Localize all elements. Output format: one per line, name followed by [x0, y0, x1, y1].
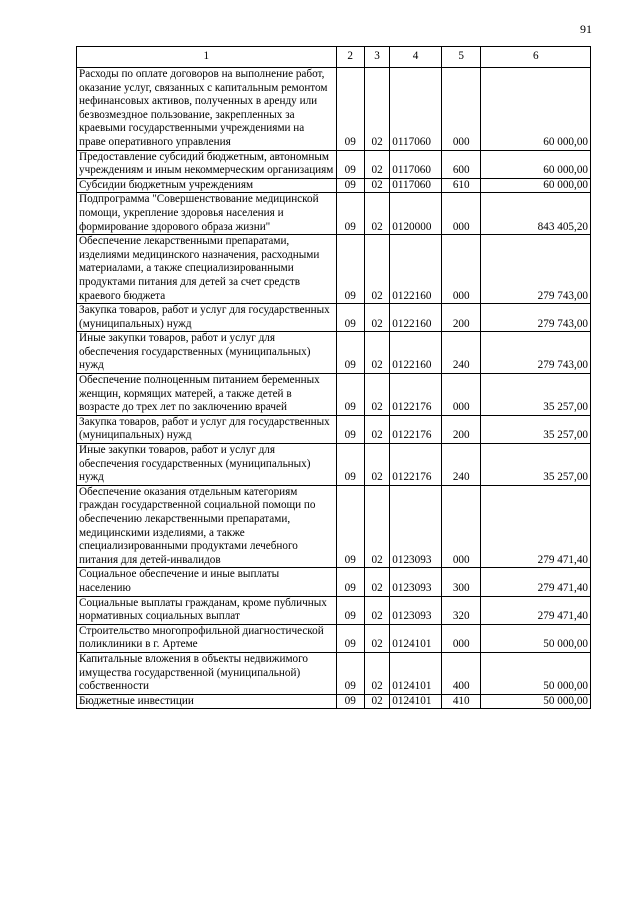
row-expense-type: 000 — [441, 485, 481, 568]
row-expense-type: 000 — [441, 374, 481, 416]
row-name: Обеспечение оказания отдельным категориям граждан государственной социальной помощи по обеспечению лекарственными препаратами, медицинскими изделиями, а также специализированными продуктами лечебного питания для детей-инвалидов — [77, 485, 337, 568]
row-name: Обеспечение лекарственными препаратами, изделиями медицинского назначения, расходными материалами, а также специализированными продуктами питания для детей за счет средств краевого бюджета — [77, 235, 337, 304]
row-subsection: 02 — [364, 150, 389, 178]
row-target-item: 0117060 — [390, 68, 442, 151]
budget-table — [76, 46, 591, 709]
row-amount: 279 471,40 — [481, 568, 591, 596]
row-name: Строительство многопрофильной диагностической поликлиники в г. Артеме — [77, 624, 337, 652]
row-expense-type: 300 — [441, 568, 481, 596]
row-target-item: 0122160 — [390, 332, 442, 374]
table-row — [77, 150, 591, 178]
row-target-item: 0122176 — [390, 415, 442, 443]
row-subsection: 02 — [364, 304, 389, 332]
row-target-item: 0120000 — [390, 193, 442, 235]
row-section: 09 — [336, 332, 364, 374]
row-target-item: 0123093 — [390, 568, 442, 596]
row-amount: 60 000,00 — [481, 178, 591, 193]
row-target-item: 0122160 — [390, 304, 442, 332]
row-name: Социальные выплаты гражданам, кроме публичных нормативных социальных выплат — [77, 596, 337, 624]
row-section: 09 — [336, 235, 364, 304]
row-target-item: 0117060 — [390, 150, 442, 178]
row-target-item: 0117060 — [390, 178, 442, 193]
row-expense-type: 200 — [441, 304, 481, 332]
row-section: 09 — [336, 415, 364, 443]
row-target-item: 0124101 — [390, 652, 442, 694]
row-amount: 50 000,00 — [481, 624, 591, 652]
row-subsection: 02 — [364, 68, 389, 151]
row-expense-type: 610 — [441, 178, 481, 193]
row-section: 09 — [336, 652, 364, 694]
row-name: Предоставление субсидий бюджетным, автономным учреждениям и иным некоммерческим организациям — [77, 150, 337, 178]
row-amount: 35 257,00 — [481, 444, 591, 486]
row-amount: 50 000,00 — [481, 694, 591, 709]
row-subsection: 02 — [364, 568, 389, 596]
row-target-item: 0124101 — [390, 694, 442, 709]
row-amount: 35 257,00 — [481, 374, 591, 416]
row-subsection: 02 — [364, 694, 389, 709]
row-subsection: 02 — [364, 444, 389, 486]
column-header-amount: 6 — [481, 47, 591, 68]
row-amount: 50 000,00 — [481, 652, 591, 694]
row-subsection: 02 — [364, 485, 389, 568]
row-section: 09 — [336, 374, 364, 416]
row-subsection: 02 — [364, 374, 389, 416]
row-section: 09 — [336, 485, 364, 568]
row-section: 09 — [336, 193, 364, 235]
row-amount: 60 000,00 — [481, 68, 591, 151]
row-name: Социальное обеспечение и иные выплаты населению — [77, 568, 337, 596]
row-amount: 35 257,00 — [481, 415, 591, 443]
row-name: Закупка товаров, работ и услуг для государственных (муниципальных) нужд — [77, 415, 337, 443]
table-row — [77, 652, 591, 694]
row-section: 09 — [336, 68, 364, 151]
row-name: Подпрограмма "Совершенствование медицинской помощи, укрепление здоровья населения и формирование здорового образа жизни" — [77, 193, 337, 235]
row-subsection: 02 — [364, 596, 389, 624]
row-expense-type: 000 — [441, 193, 481, 235]
row-amount: 279 743,00 — [481, 235, 591, 304]
row-name: Иные закупки товаров, работ и услуг для обеспечения государственных (муниципальных) нужд — [77, 444, 337, 486]
row-target-item: 0123093 — [390, 485, 442, 568]
row-subsection: 02 — [364, 178, 389, 193]
column-header-expense-type: 5 — [441, 47, 481, 68]
row-section: 09 — [336, 178, 364, 193]
row-name: Субсидии бюджетным учреждениям — [77, 178, 337, 193]
row-target-item: 0122160 — [390, 235, 442, 304]
column-header-subsection: 3 — [364, 47, 389, 68]
column-header-section: 2 — [336, 47, 364, 68]
row-section: 09 — [336, 624, 364, 652]
row-expense-type: 410 — [441, 694, 481, 709]
row-name: Бюджетные инвестиции — [77, 694, 337, 709]
row-name: Иные закупки товаров, работ и услуг для обеспечения государственных (муниципальных) нужд — [77, 332, 337, 374]
row-name: Закупка товаров, работ и услуг для государственных (муниципальных) нужд — [77, 304, 337, 332]
table-row — [77, 485, 591, 568]
table-row — [77, 694, 591, 709]
table-row — [77, 332, 591, 374]
table-row — [77, 568, 591, 596]
table-row — [77, 68, 591, 151]
table-row — [77, 374, 591, 416]
row-section: 09 — [336, 596, 364, 624]
row-section: 09 — [336, 568, 364, 596]
row-target-item: 0122176 — [390, 374, 442, 416]
row-amount: 279 471,40 — [481, 485, 591, 568]
row-expense-type: 400 — [441, 652, 481, 694]
table-header-row — [77, 47, 591, 68]
row-subsection: 02 — [364, 193, 389, 235]
row-target-item: 0124101 — [390, 624, 442, 652]
row-name: Расходы по оплате договоров на выполнение работ, оказание услуг, связанных с капитальным ремонтом нефинансовых активов, полученных в аренду или безвозмездное пользование, закрепленных за краевыми государственными учреждениями на праве оперативного управления — [77, 68, 337, 151]
row-expense-type: 320 — [441, 596, 481, 624]
row-section: 09 — [336, 150, 364, 178]
column-header-name: 1 — [77, 47, 337, 68]
row-subsection: 02 — [364, 332, 389, 374]
row-expense-type: 200 — [441, 415, 481, 443]
row-section: 09 — [336, 444, 364, 486]
table-row — [77, 415, 591, 443]
row-amount: 279 471,40 — [481, 596, 591, 624]
row-amount: 843 405,20 — [481, 193, 591, 235]
row-section: 09 — [336, 304, 364, 332]
row-expense-type: 240 — [441, 444, 481, 486]
row-expense-type: 000 — [441, 624, 481, 652]
table-row — [77, 235, 591, 304]
row-subsection: 02 — [364, 235, 389, 304]
table-row — [77, 624, 591, 652]
table-row — [77, 596, 591, 624]
table-row — [77, 178, 591, 193]
row-expense-type: 000 — [441, 68, 481, 151]
row-subsection: 02 — [364, 415, 389, 443]
row-expense-type: 240 — [441, 332, 481, 374]
row-subsection: 02 — [364, 624, 389, 652]
column-header-target-item: 4 — [390, 47, 442, 68]
row-subsection: 02 — [364, 652, 389, 694]
row-target-item: 0123093 — [390, 596, 442, 624]
row-amount: 60 000,00 — [481, 150, 591, 178]
row-section: 09 — [336, 694, 364, 709]
row-name: Капитальные вложения в объекты недвижимого имущества государственной (муниципальной) собственности — [77, 652, 337, 694]
row-name: Обеспечение полноценным питанием беременных женщин, кормящих матерей, а также детей в возрасте до трех лет по заключению врачей — [77, 374, 337, 416]
row-amount: 279 743,00 — [481, 304, 591, 332]
row-amount: 279 743,00 — [481, 332, 591, 374]
table-row — [77, 304, 591, 332]
page-number: 91 — [580, 22, 592, 36]
table-row — [77, 444, 591, 486]
table-row — [77, 193, 591, 235]
row-expense-type: 600 — [441, 150, 481, 178]
row-expense-type: 000 — [441, 235, 481, 304]
row-target-item: 0122176 — [390, 444, 442, 486]
